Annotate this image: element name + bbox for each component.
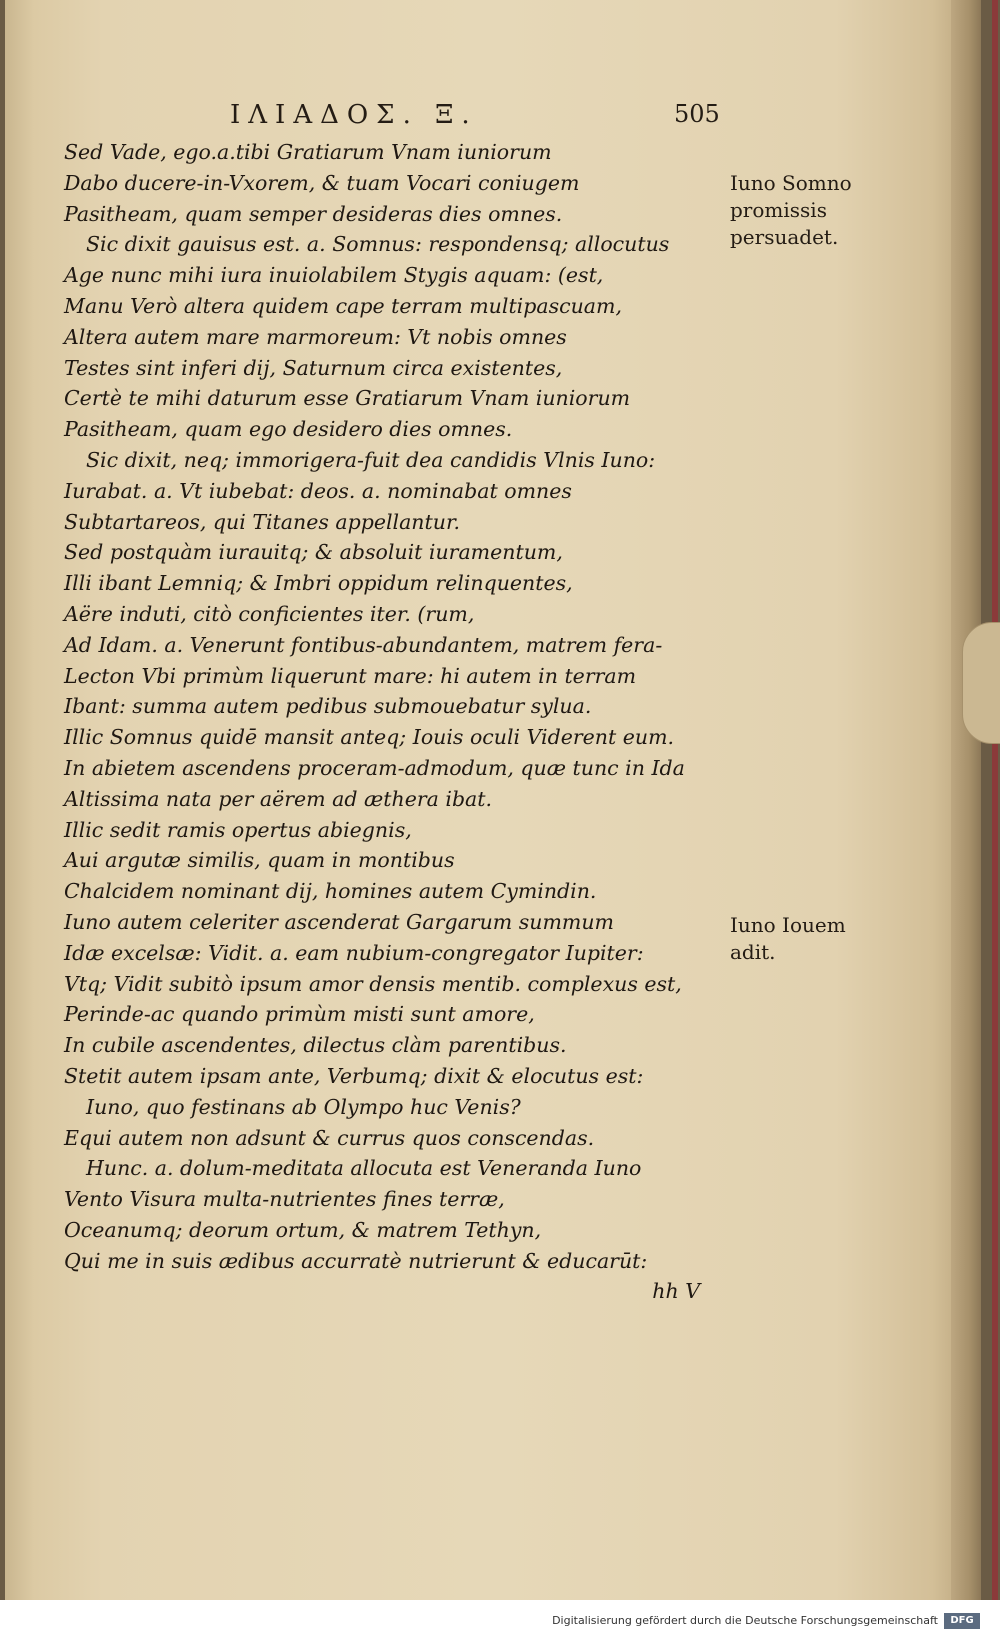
footer bbox=[0, 1608, 1000, 1636]
text-line: In cubile ascendentes, dilectus clàm parentibus. bbox=[64, 1033, 567, 1058]
text-line: Altera autem mare marmoreum: Vt nobis omnes bbox=[64, 324, 567, 349]
catchword-line: hh V bbox=[652, 1279, 700, 1304]
text-line: Iuno, quo festinans ab Olympo huc Venis? bbox=[86, 1094, 521, 1119]
text-line: In abietem ascendens proceram-admodum, quæ tunc in Ida bbox=[64, 755, 685, 780]
text-line: Ad Idam. a. Venerunt fontibus-abundantem, matrem fera- bbox=[64, 632, 663, 657]
text-line: Iurabat. a. Vt iubebat: deos. a. nominabat omnes bbox=[64, 478, 572, 503]
text-line: Chalcidem nominant dij, homines autem Cymindin. bbox=[64, 879, 597, 904]
margin-note-1: Iuno Somno promissis persuadet. bbox=[730, 171, 852, 249]
text-line: Altissima nata per aërem ad æthera ibat. bbox=[64, 786, 493, 811]
text-line: Manu Verò altera quidem cape terram multipascuam, bbox=[64, 293, 622, 318]
text-line: Equi autem non adsunt & currus quos conscendas. bbox=[64, 1125, 595, 1150]
text-line: Perinde-ac quando primùm misti sunt amore, bbox=[64, 1002, 535, 1027]
paper-tab bbox=[962, 622, 1000, 744]
text-line: Vtq; Vidit subitò ipsum amor densis mentib. complexus est, bbox=[64, 971, 682, 996]
page-number: 505 bbox=[674, 100, 720, 128]
text-line: Sed Vade, ego.a.tibi Gratiarum Vnam iuniorum bbox=[64, 140, 552, 164]
text-line: Vento Visura multa-nutrientes fines terræ, bbox=[64, 1187, 505, 1212]
text-line: Ibant: summa autem pedibus submouebatur sylua. bbox=[64, 694, 592, 719]
text-line: Aëre induti, citò conficientes iter. (rum, bbox=[64, 601, 475, 626]
text-line: Idæ excelsæ: Vidit. a. eam nubium-congregator Iupiter: bbox=[64, 940, 644, 965]
text-line: Lecton Vbi primùm liquerunt mare: hi autem in terram bbox=[64, 663, 637, 688]
text-line: Qui me in suis ædibus accurratè nutrierunt & educarūt: bbox=[64, 1248, 648, 1273]
text-line: Stetit autem ipsam ante, Verbumq; dixit & elocutus est: bbox=[64, 1063, 644, 1088]
text-line: Pasitheam, quam semper desideras dies omnes. bbox=[64, 201, 563, 226]
page-header bbox=[0, 100, 1000, 140]
text-line: Testes sint inferi dij, Saturnum circa existentes, bbox=[64, 355, 563, 380]
margin-note-2: Iuno Iouem adit. bbox=[730, 913, 846, 964]
text-line: Sic dixit, neq; immorigera-fuit dea candidis Vlnis Iuno: bbox=[86, 447, 656, 472]
text-line: Age nunc mihi iura inuiolabilem Stygis aquam: (est, bbox=[64, 263, 604, 288]
running-title: ΙΛΙΑΔΟΣ. Ξ. bbox=[230, 100, 478, 130]
text-line: Illic Somnus quidē mansit anteq; Iouis oculi Viderent eum. bbox=[64, 725, 675, 750]
text-line: Pasitheam, quam ego desidero dies omnes. bbox=[64, 417, 513, 442]
text-line: Illic sedit ramis opertus abiegnis, bbox=[64, 817, 412, 842]
text-line: Aui argutæ similis, quam in montibus bbox=[64, 848, 455, 873]
page-edge bbox=[951, 0, 981, 1600]
text-line: Illi ibant Lemniq; & Imbri oppidum relinquentes, bbox=[64, 571, 573, 596]
text-line: Certè te mihi daturum esse Gratiarum Vnam iuniorum bbox=[64, 386, 631, 411]
footer-text: Digitalisierung gefördert durch die Deutsche Forschungsgemeinschaft bbox=[552, 1614, 938, 1627]
text-body bbox=[64, 137, 724, 1307]
red-book-edge bbox=[992, 0, 998, 1600]
text-line: Dabo ducere-in-Vxorem, & tuam Vocari coniugem bbox=[64, 170, 580, 195]
text-line: Sic dixit gauisus est. a. Somnus: respondensq; allocutus bbox=[86, 232, 670, 257]
text-line: Oceanumq; deorum ortum, & matrem Tethyn, bbox=[64, 1217, 542, 1242]
text-line: Sed postquàm iurauitq; & absoluit iuramentum, bbox=[64, 540, 563, 565]
text-line: Iuno autem celeriter ascenderat Gargarum summum bbox=[64, 909, 614, 934]
dfg-logo: DFG bbox=[944, 1613, 980, 1629]
text-line: Hunc. a. dolum-meditata allocuta est Veneranda Iuno bbox=[86, 1156, 642, 1181]
text-line: Subtartareos, qui Titanes appellantur. bbox=[64, 509, 461, 534]
